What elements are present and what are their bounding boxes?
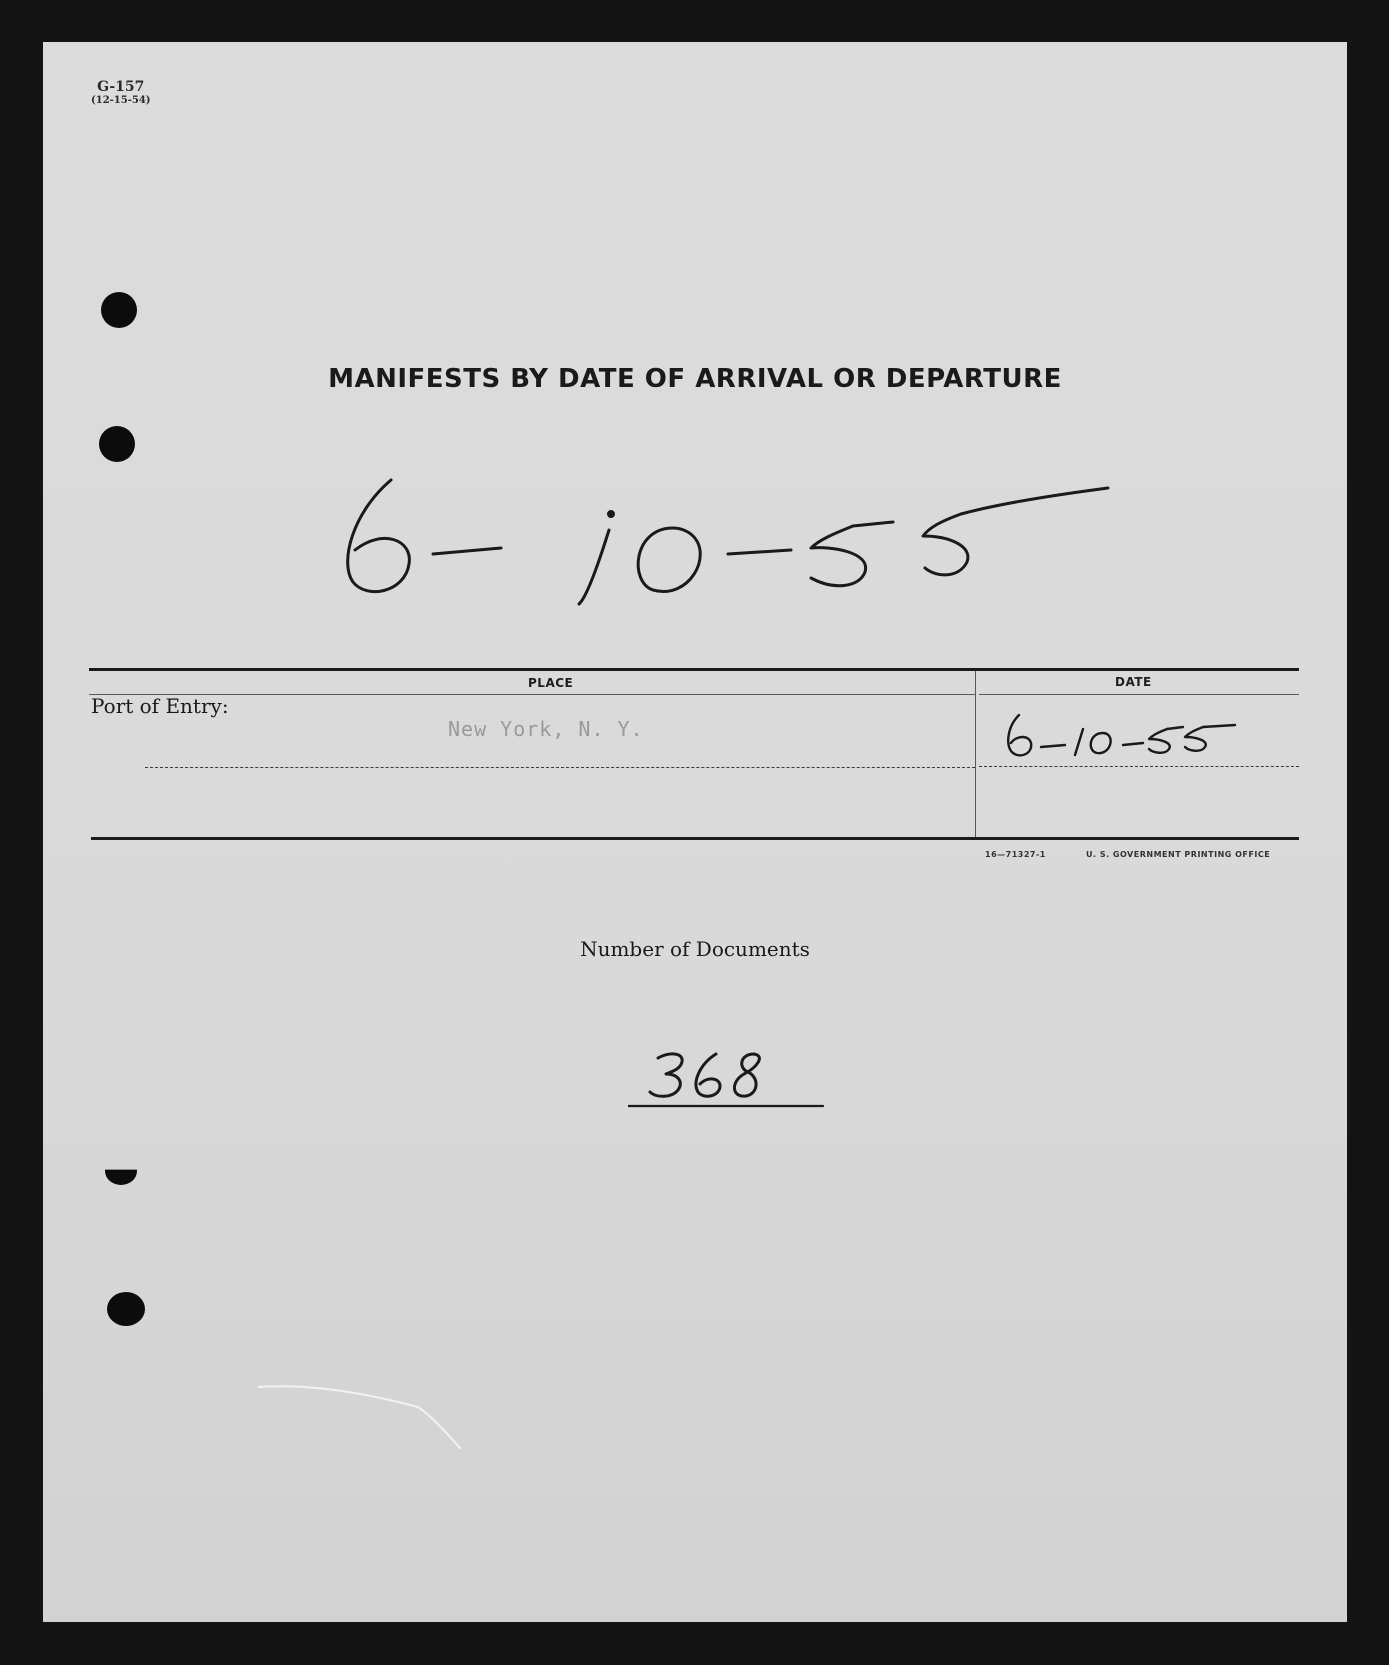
port-of-entry-label: Port of Entry:	[91, 694, 229, 718]
printing-office: U. S. GOVERNMENT PRINTING OFFICE	[1086, 850, 1271, 859]
form-sheet	[43, 42, 1347, 1622]
form-number	[91, 78, 151, 106]
punch-hole	[107, 1292, 145, 1326]
date-column-header: DATE	[1115, 675, 1152, 689]
table-top-rule	[89, 668, 1299, 671]
paper-scratch-mark	[253, 1377, 473, 1457]
form-code: G-157	[97, 79, 145, 95]
date-header-rule	[979, 694, 1299, 695]
handwritten-table-date	[1003, 707, 1243, 771]
column-divider	[975, 671, 976, 837]
printer-code: 16—71327-1	[985, 850, 1046, 859]
form-title: MANIFESTS BY DATE OF ARRIVAL OR DEPARTURE	[328, 364, 1062, 394]
handwritten-date	[333, 432, 1113, 626]
punch-hole	[99, 426, 135, 462]
table-bottom-rule	[91, 837, 1299, 840]
punch-hole	[101, 292, 137, 328]
place-entry-line	[145, 767, 975, 768]
documents-count	[628, 1042, 848, 1116]
port-of-entry-value: New York, N. Y.	[448, 717, 644, 741]
punch-hole	[105, 1157, 137, 1185]
place-column-header: PLACE	[528, 676, 574, 690]
form-revision: (12-15-54)	[91, 95, 151, 106]
documents-label: Number of Documents	[580, 937, 810, 961]
